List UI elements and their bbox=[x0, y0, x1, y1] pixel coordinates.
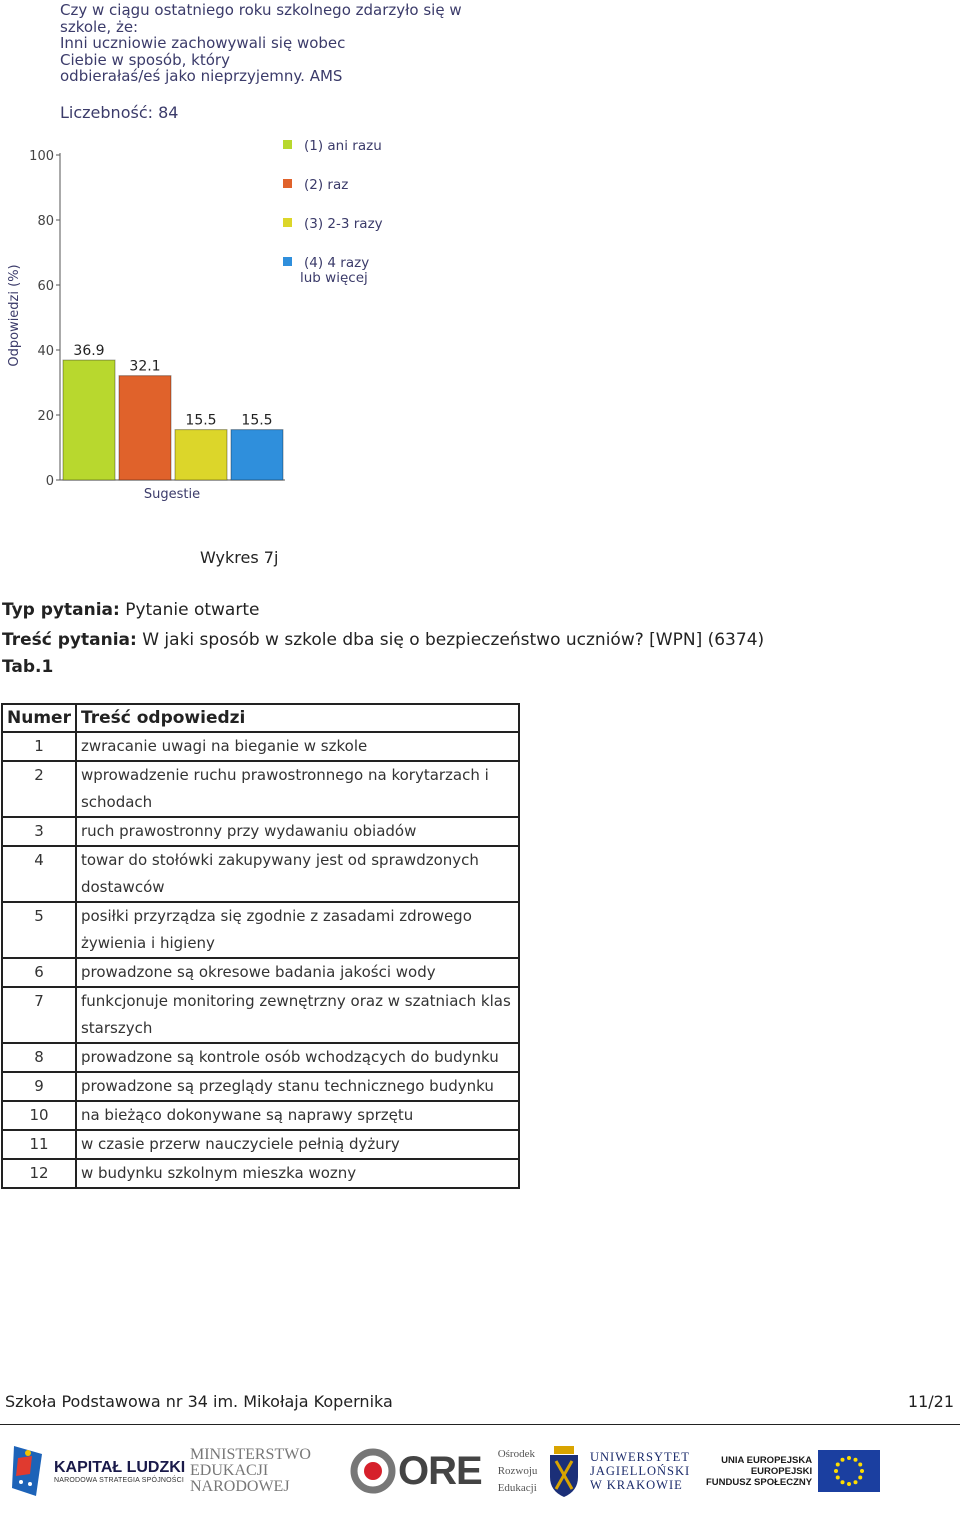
eu-star-icon bbox=[836, 1476, 840, 1480]
chart-count-label: Liczebność: 84 bbox=[60, 103, 179, 122]
legend-label: (4) 4 razy bbox=[304, 255, 370, 271]
eu-star-icon bbox=[854, 1458, 858, 1462]
bar-value-label: 15.5 bbox=[241, 412, 273, 429]
chart-canvas bbox=[0, 0, 520, 520]
table-row bbox=[2, 1159, 519, 1188]
kapital-ludzki-logo bbox=[10, 1440, 185, 1502]
uj-crest-icon bbox=[546, 1443, 582, 1499]
uj-logo bbox=[546, 1440, 690, 1502]
eu-star-icon bbox=[847, 1456, 851, 1460]
kapital-ludzki-emblem-icon bbox=[10, 1444, 46, 1498]
row-number: 8 bbox=[2, 1043, 76, 1072]
ore-logo bbox=[350, 1440, 537, 1502]
uj-line-2: JAGIELLOŃSKI bbox=[590, 1464, 691, 1478]
y-tick-label: 80 bbox=[37, 214, 54, 229]
row-text: na bieżąco dokonywane są naprawy sprzętu bbox=[76, 1101, 519, 1130]
footer-divider bbox=[0, 1424, 960, 1425]
row-number: 3 bbox=[2, 817, 76, 846]
y-tick-label: 60 bbox=[37, 279, 54, 294]
row-number: 7 bbox=[2, 987, 76, 1043]
ore-line-2: Rozwoju bbox=[497, 1464, 538, 1477]
uj-line-3: W KRAKOWIE bbox=[590, 1478, 683, 1492]
question-type-label: Typ pytania: bbox=[2, 600, 120, 620]
row-number: 4 bbox=[2, 846, 76, 902]
row-text: w czasie przerw nauczyciele pełnią dyżury bbox=[76, 1130, 519, 1159]
eu-line-2: EUROPEJSKI bbox=[750, 1465, 813, 1477]
row-text: ruch prawostronny przy wydawaniu obiadów bbox=[76, 817, 519, 846]
question-type bbox=[2, 600, 259, 620]
bar-value-label: 32.1 bbox=[129, 358, 161, 375]
eu-star-icon bbox=[858, 1476, 862, 1480]
table-number: Tab.1 bbox=[2, 657, 54, 677]
kapital-ludzki-subtitle: NARODOWA STRATEGIA SPÓJNOŚCI bbox=[54, 1476, 185, 1484]
table-row bbox=[2, 817, 519, 846]
y-axis-label: Odpowiedzi (%) bbox=[7, 264, 22, 367]
ore-emblem-icon bbox=[350, 1448, 396, 1494]
uj-line-1: UNIWERSYTET bbox=[590, 1450, 690, 1464]
row-number: 6 bbox=[2, 958, 76, 987]
legend-label: (3) 2-3 razy bbox=[304, 216, 383, 232]
kapital-ludzki-title: KAPITAŁ LUDZKI bbox=[54, 1458, 186, 1476]
row-number: 2 bbox=[2, 761, 76, 817]
table-row bbox=[2, 1101, 519, 1130]
question-text-value: W jaki sposób w szkole dba się o bezpieczeństwo uczniów? [WPN] (6374) bbox=[142, 630, 765, 650]
eu-star-icon bbox=[858, 1463, 862, 1467]
bar-value-label: 36.9 bbox=[73, 343, 105, 360]
eu-star-icon bbox=[847, 1482, 851, 1486]
row-number: 12 bbox=[2, 1159, 76, 1188]
legend-label: (2) raz bbox=[304, 177, 349, 193]
eu-star-icon bbox=[854, 1480, 858, 1484]
footer-page-number: 11/21 bbox=[907, 1392, 954, 1411]
row-text: w budynku szkolnym mieszka wozny bbox=[76, 1159, 519, 1188]
eu-star-icon bbox=[860, 1469, 864, 1473]
table-row bbox=[2, 1043, 519, 1072]
y-tick-label: 40 bbox=[37, 344, 54, 359]
eu-star-icon bbox=[841, 1480, 845, 1484]
table-row bbox=[2, 1130, 519, 1159]
y-tick-label: 100 bbox=[29, 149, 54, 164]
chart-caption: Wykres 7j bbox=[200, 548, 279, 567]
ore-line-3: Edukacji bbox=[497, 1481, 537, 1494]
row-number: 11 bbox=[2, 1130, 76, 1159]
legend-swatch bbox=[283, 140, 292, 149]
ore-wordmark: ORE bbox=[398, 1448, 482, 1493]
bar-3 bbox=[175, 430, 227, 480]
row-text: posiłki przyrządza się zgodnie z zasadami zdrowego żywienia i higieny bbox=[76, 902, 519, 958]
men-line-2: EDUKACJI bbox=[190, 1462, 269, 1479]
question-text-label: Treść pytania: bbox=[2, 630, 137, 650]
bar-chart bbox=[0, 0, 520, 520]
row-number: 5 bbox=[2, 902, 76, 958]
x-axis-label: Sugestie bbox=[143, 487, 201, 502]
men-line-1: MINISTERSTWO bbox=[190, 1446, 311, 1463]
table-header-row bbox=[2, 704, 519, 732]
legend-swatch bbox=[283, 179, 292, 188]
eu-star-icon bbox=[836, 1463, 840, 1467]
table-row bbox=[2, 987, 519, 1043]
table-row bbox=[2, 732, 519, 761]
men-line-3: NARODOWEJ bbox=[190, 1478, 290, 1495]
row-number: 10 bbox=[2, 1101, 76, 1130]
header-answer: Treść odpowiedzi bbox=[76, 704, 519, 732]
answers-table bbox=[1, 703, 520, 1189]
bar-value-label: 15.5 bbox=[185, 412, 217, 429]
question-text bbox=[2, 630, 764, 650]
y-tick-label: 20 bbox=[37, 409, 54, 424]
row-text: towar do stołówki zakupywany jest od sprawdzonych dostawców bbox=[76, 846, 519, 902]
bar-2 bbox=[119, 376, 171, 480]
table-row bbox=[2, 958, 519, 987]
row-text: prowadzone są kontrole osób wchodzących do budynku bbox=[76, 1043, 519, 1072]
table-row bbox=[2, 846, 519, 902]
row-text: prowadzone są okresowe badania jakości wody bbox=[76, 958, 519, 987]
table-row bbox=[2, 1072, 519, 1101]
eu-line-3: FUNDUSZ SPOŁECZNY bbox=[706, 1476, 813, 1488]
eu-line-1: UNIA EUROPEJSKA bbox=[721, 1454, 813, 1466]
chart-question: Czy w ciągu ostatniego roku szkolnego zdarzyło się w szkole, że: Inni uczniowie zachowywali się wobec Ciebie w sposób, który odbierałaś/eś jako nieprzyjemny. AMS bbox=[60, 1, 462, 85]
eu-stars-icon bbox=[818, 1450, 880, 1492]
row-text: zwracanie uwagi na bieganie w szkole bbox=[76, 732, 519, 761]
eu-star-icon bbox=[841, 1458, 845, 1462]
eu-logo bbox=[706, 1440, 880, 1502]
eu-flag-icon bbox=[818, 1450, 880, 1492]
legend-swatch bbox=[283, 218, 292, 227]
bar-1 bbox=[63, 360, 115, 480]
legend-label: (1) ani razu bbox=[304, 138, 382, 154]
row-text: wprowadzenie ruchu prawostronnego na korytarzach i schodach bbox=[76, 761, 519, 817]
row-text: funkcjonuje monitoring zewnętrzny oraz w szatniach klas starszych bbox=[76, 987, 519, 1043]
legend-label-cont: lub więcej bbox=[300, 270, 368, 286]
header-number: Numer bbox=[2, 704, 76, 732]
table-row bbox=[2, 902, 519, 958]
ore-line-1: Ośrodek bbox=[497, 1447, 535, 1460]
row-number: 1 bbox=[2, 732, 76, 761]
row-number: 9 bbox=[2, 1072, 76, 1101]
eu-star-icon bbox=[834, 1469, 838, 1473]
legend-swatch bbox=[283, 257, 292, 266]
row-text: prowadzone są przeglądy stanu technicznego budynku bbox=[76, 1072, 519, 1101]
bar-4 bbox=[231, 430, 283, 480]
y-tick-label: 0 bbox=[45, 474, 54, 489]
question-type-value: Pytanie otwarte bbox=[125, 600, 260, 620]
men-logo bbox=[190, 1440, 311, 1502]
table-row bbox=[2, 761, 519, 817]
footer-school-name: Szkoła Podstawowa nr 34 im. Mikołaja Kopernika bbox=[5, 1392, 393, 1411]
